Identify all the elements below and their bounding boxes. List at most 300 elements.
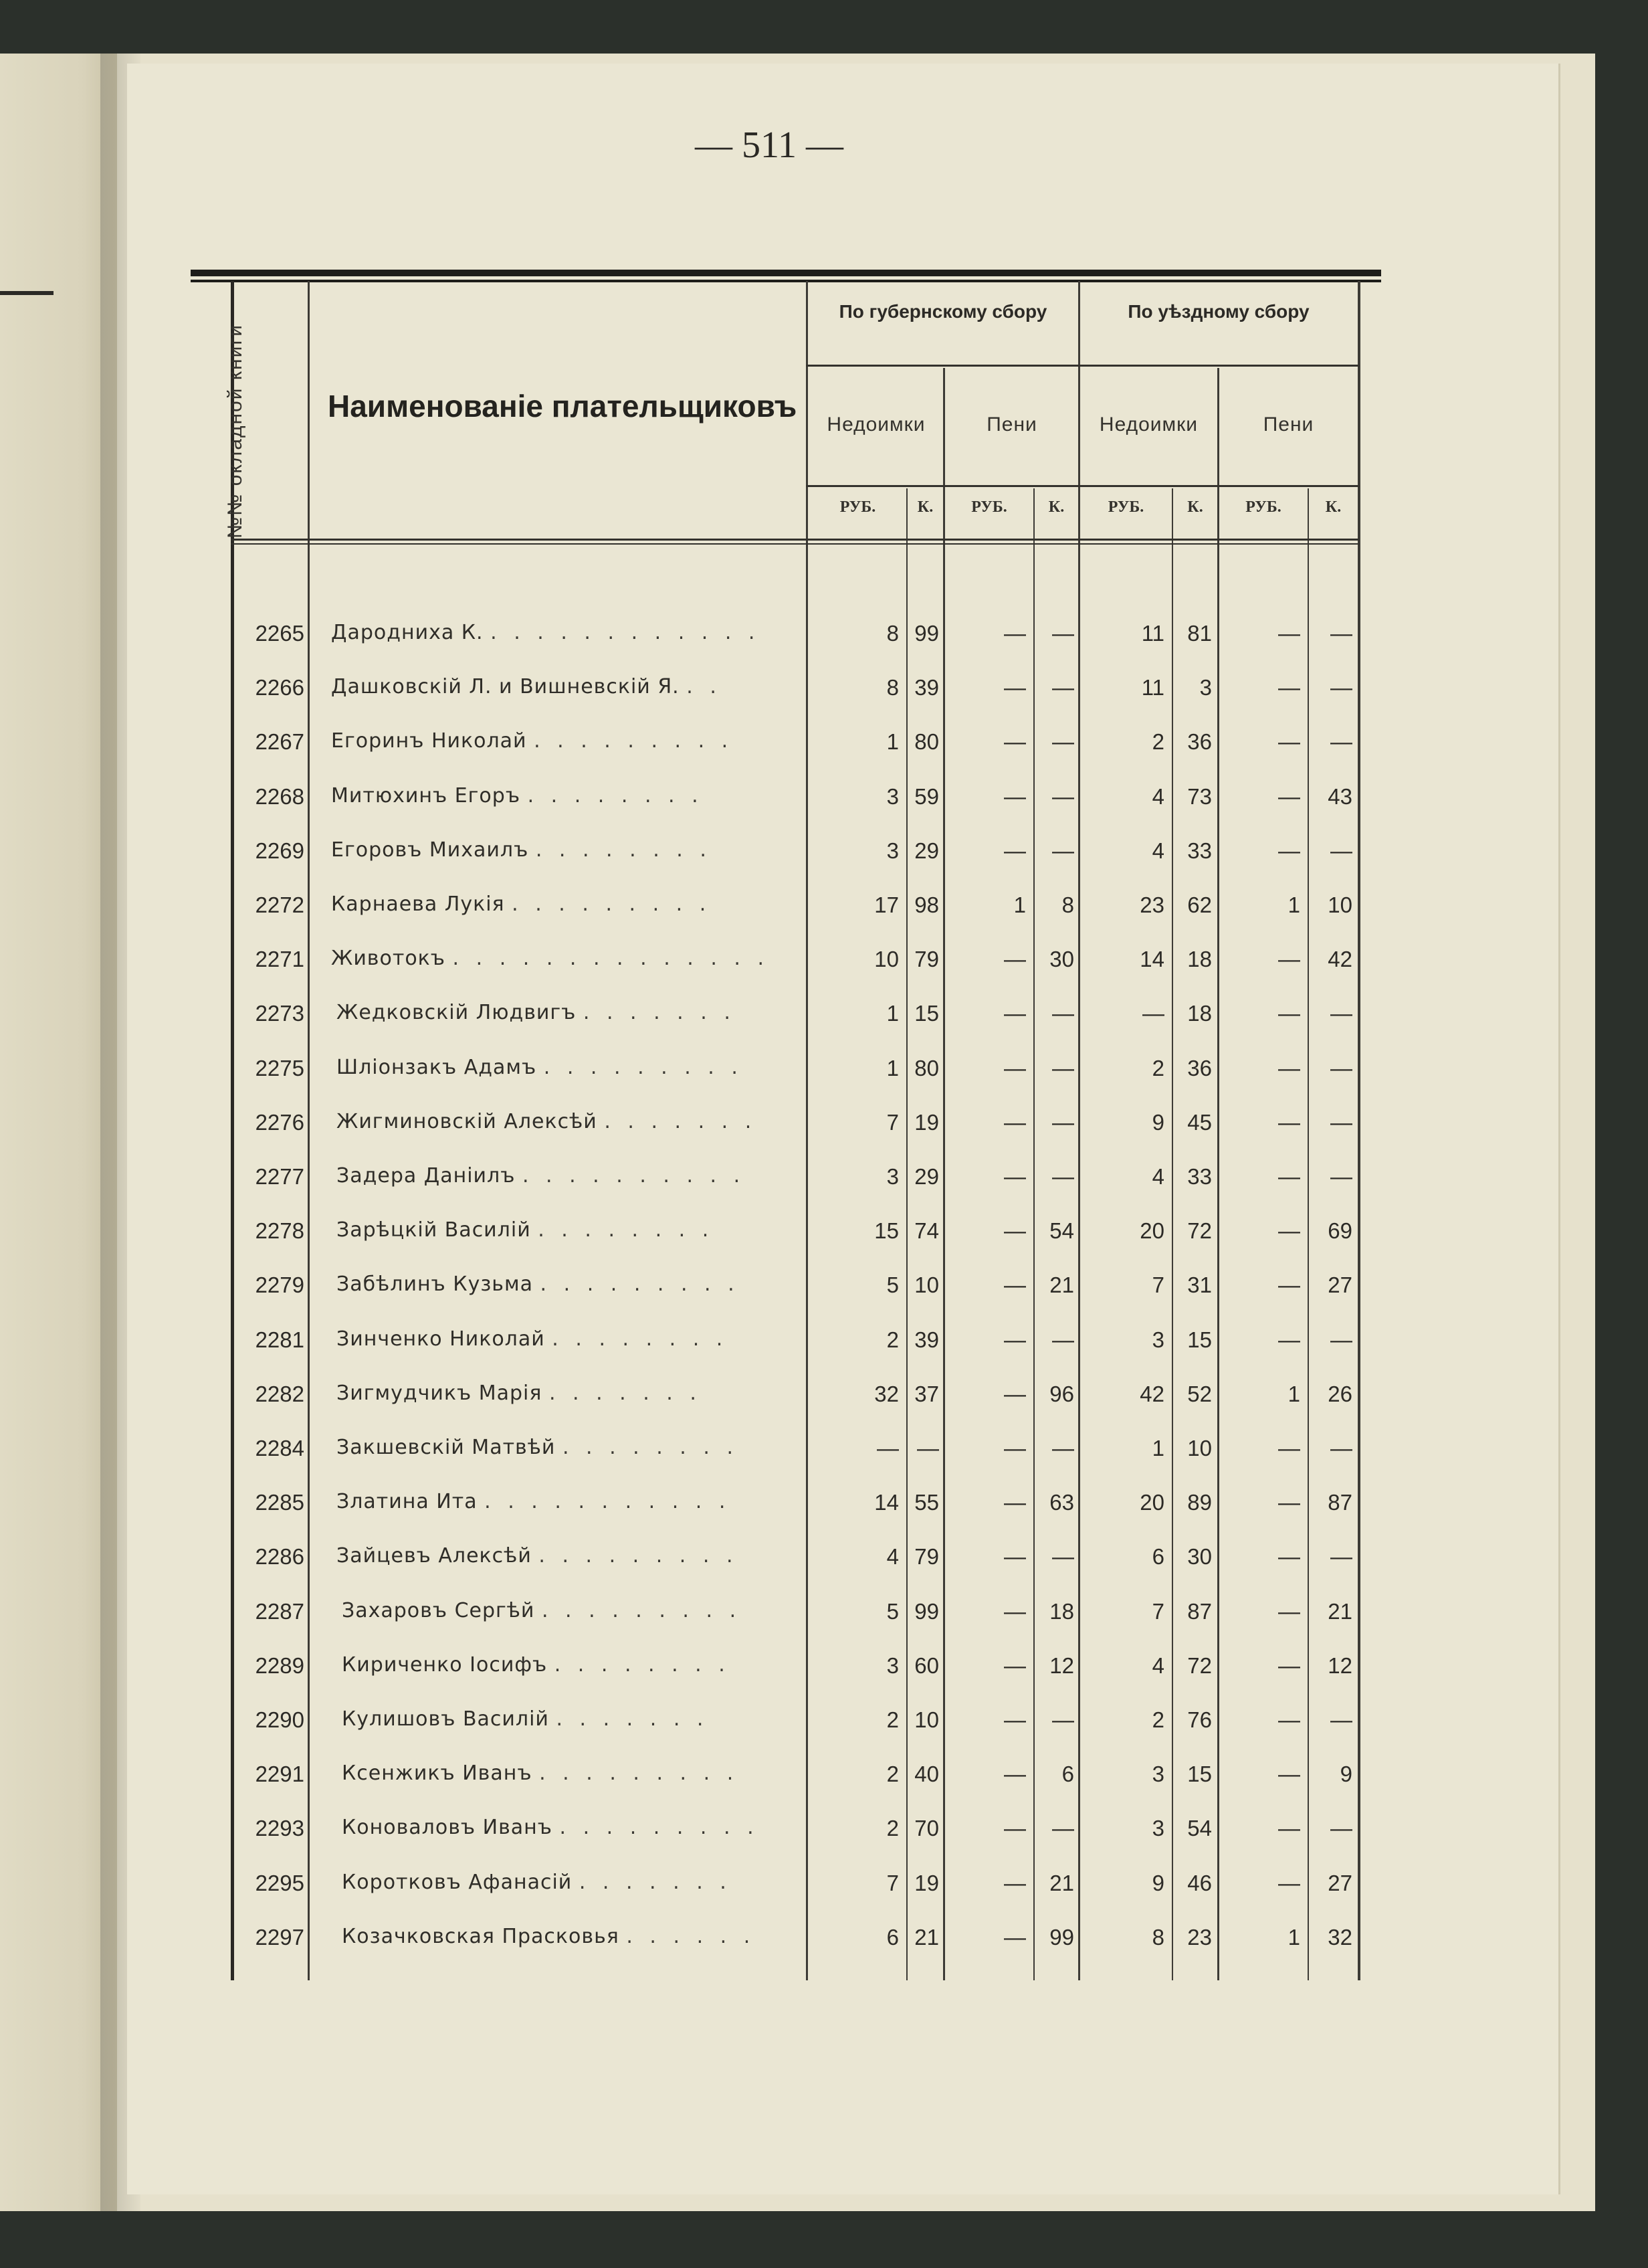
amount-cell: — (1278, 1707, 1300, 1732)
amount-cell: 21 (914, 1924, 939, 1950)
amount-cell: 32 (1328, 1924, 1352, 1950)
payer-name-cell (342, 1925, 810, 1948)
book-number-cell: 2275 (255, 1055, 304, 1080)
table-row (0, 1859, 1431, 1912)
amount-cell: 15 (874, 1218, 899, 1244)
amount-cell: 40 (914, 1762, 939, 1787)
payer-name-cell (342, 1599, 810, 1622)
amount-cell: — (1278, 838, 1300, 863)
amount-cell: 54 (1187, 1816, 1212, 1841)
amount-cell: 52 (1187, 1381, 1212, 1406)
leader-dots: . . . . . . . . (554, 1652, 730, 1677)
amount-cell: 3 (1152, 1816, 1164, 1841)
amount-cell: 2 (886, 1327, 899, 1352)
amount-cell: 60 (914, 1652, 939, 1678)
table-row (0, 1695, 1431, 1749)
amount-cell: — (1278, 1327, 1300, 1352)
amount-cell: — (1278, 1490, 1300, 1515)
amount-cell: 3 (886, 1164, 899, 1189)
amount-cell: 19 (914, 1109, 939, 1135)
book-number-cell: 2281 (255, 1327, 304, 1352)
amount-cell: — (1004, 1816, 1026, 1841)
header-payer-name: Наименованіе плательщиковъ (328, 389, 797, 423)
amount-cell: 96 (1049, 1381, 1074, 1406)
amount-cell: 74 (914, 1218, 939, 1244)
amount-cell: 7 (886, 1109, 899, 1135)
leader-dots: . . . . . . . . . (543, 1055, 743, 1079)
table-row (0, 772, 1431, 826)
amount-cell: 99 (914, 1598, 939, 1624)
table-row (0, 989, 1431, 1042)
amount-cell: — (1052, 1436, 1074, 1460)
header-unit-k-1: К. (917, 498, 934, 516)
amount-cell: 76 (1187, 1707, 1212, 1732)
amount-cell: — (1278, 1436, 1300, 1460)
payer-name-text: Захаровъ Сергѣй (342, 1598, 535, 1622)
amount-cell: — (1004, 1598, 1026, 1624)
book-number-cell: 2276 (255, 1109, 304, 1135)
payer-name-text: Златина Ита (336, 1490, 478, 1514)
header-unit-k-2: К. (1048, 498, 1065, 516)
amount-cell: — (1278, 1109, 1300, 1135)
payer-name-text: Даpодниха К. (331, 621, 484, 644)
amount-cell: — (917, 1436, 939, 1460)
amount-cell: — (1004, 1327, 1026, 1352)
amount-cell: 10 (1187, 1436, 1212, 1460)
amount-cell: 29 (914, 1164, 939, 1189)
table-row (0, 717, 1431, 771)
payer-name-cell (342, 1871, 810, 1894)
amount-cell: 8 (886, 675, 899, 700)
amount-cell: — (1052, 1001, 1074, 1026)
amount-cell: — (1330, 1436, 1352, 1460)
amount-cell: 27 (1328, 1272, 1352, 1298)
book-number-cell: 2287 (255, 1598, 304, 1624)
book-number-cell: 2291 (255, 1762, 304, 1787)
amount-cell: 1 (886, 1001, 899, 1026)
amount-cell: 7 (1152, 1598, 1164, 1624)
table-row (0, 1913, 1431, 1966)
amount-cell: 30 (1049, 947, 1074, 972)
book-number-cell: 2279 (255, 1272, 304, 1298)
leader-dots: . . . . . . . . (527, 783, 704, 808)
amount-cell: — (1004, 1924, 1026, 1950)
leader-dots: . . (686, 675, 722, 699)
header-unit-k-4: К. (1325, 498, 1342, 516)
amount-cell: 87 (1187, 1598, 1212, 1624)
amount-cell: — (1278, 1816, 1300, 1841)
amount-cell: — (1278, 783, 1300, 809)
amount-cell: 59 (914, 783, 939, 809)
amount-cell: — (1004, 1652, 1026, 1678)
amount-cell: 36 (1187, 1055, 1212, 1080)
payer-name-cell (336, 1490, 805, 1513)
payer-name-text: Шліонзакъ Адамъ (336, 1055, 537, 1079)
amount-cell: 2 (1152, 729, 1164, 755)
amount-cell: 21 (1328, 1598, 1352, 1624)
amount-cell: — (1330, 675, 1352, 700)
book-number-cell: 2286 (255, 1544, 304, 1570)
amount-cell: 1 (1288, 1381, 1300, 1406)
amount-cell: — (1004, 1055, 1026, 1080)
amount-cell: 39 (914, 1327, 939, 1352)
amount-cell: 27 (1328, 1870, 1352, 1895)
amount-cell: — (1052, 1544, 1074, 1570)
amount-cell: — (1330, 1544, 1352, 1570)
table-row (0, 1206, 1431, 1260)
book-number-cell: 2290 (255, 1707, 304, 1732)
amount-cell: — (1278, 1055, 1300, 1080)
table-row (0, 1587, 1431, 1640)
header-group-gubernskiy: По губернскому сбору (839, 301, 1047, 322)
amount-cell: — (1330, 1001, 1352, 1026)
amount-cell: 72 (1187, 1652, 1212, 1678)
header-unit-rub-2: РУБ. (971, 498, 1007, 516)
amount-cell: — (1330, 1164, 1352, 1189)
table-row (0, 1260, 1431, 1314)
amount-cell: 1 (886, 729, 899, 755)
book-number-cell: 2278 (255, 1218, 304, 1244)
payer-name-text: Ксенжикъ Иванъ (342, 1762, 532, 1786)
leader-dots: . . . . . . . . . (539, 1762, 739, 1786)
header-unit-rub-4: РУБ. (1245, 498, 1281, 516)
amount-cell: — (1004, 675, 1026, 700)
amount-cell: 33 (1187, 838, 1212, 863)
leader-dots: . . . . . . . . . . . (484, 1490, 731, 1514)
amount-cell: — (1278, 1762, 1300, 1787)
book-number-cell: 2277 (255, 1164, 304, 1189)
amount-cell: — (1052, 675, 1074, 700)
amount-cell: 2 (886, 1816, 899, 1841)
amount-cell: — (1142, 1001, 1164, 1026)
amount-cell: 42 (1140, 1381, 1164, 1406)
amount-cell: 39 (914, 675, 939, 700)
amount-cell: — (1330, 1327, 1352, 1352)
amount-cell: — (1004, 1762, 1026, 1787)
leader-dots: . . . . . . . . . (538, 1544, 738, 1568)
amount-cell: — (1004, 1218, 1026, 1244)
amount-cell: 63 (1049, 1490, 1074, 1515)
payer-name-cell (336, 1327, 805, 1351)
amount-cell: — (1278, 1652, 1300, 1678)
amount-cell: 46 (1187, 1870, 1212, 1895)
amount-cell: — (1278, 729, 1300, 755)
amount-cell: 15 (914, 1001, 939, 1026)
amount-cell: — (1004, 1381, 1026, 1406)
payer-name-cell (331, 675, 799, 698)
payer-name-text: Коноваловъ Иванъ (342, 1816, 552, 1840)
amount-cell: 3 (886, 783, 899, 809)
amount-cell: — (1052, 1109, 1074, 1135)
amount-cell: 37 (914, 1381, 939, 1406)
hdr-line-bottom2 (231, 543, 1359, 545)
leader-dots: . . . . . . . (556, 1707, 709, 1731)
payer-name-text: Зарѣцкій Василій (336, 1218, 531, 1242)
payer-name-text: Задера Даніилъ (336, 1164, 516, 1188)
amount-cell: — (1052, 838, 1074, 863)
book-number-cell: 2273 (255, 1001, 304, 1026)
amount-cell: 81 (1187, 621, 1212, 646)
amount-cell: 43 (1328, 783, 1352, 809)
amount-cell: 9 (1152, 1109, 1164, 1135)
leader-dots: . . . . . . . . (562, 1436, 738, 1459)
amount-cell: — (1004, 1870, 1026, 1895)
amount-cell: 17 (874, 892, 899, 917)
book-number-cell: 2267 (255, 729, 304, 755)
payer-name-text: Егоринъ Николай (331, 729, 527, 753)
amount-cell: 23 (1187, 1924, 1212, 1950)
header-unit-rub-1: РУБ. (839, 498, 876, 516)
amount-cell: 99 (914, 621, 939, 646)
payer-name-cell (331, 784, 799, 808)
header-unit-rub-3: РУБ. (1108, 498, 1144, 516)
amount-cell: 8 (886, 621, 899, 646)
payer-name-text: Зайцевъ Алексѣй (336, 1544, 532, 1568)
amount-cell: 18 (1049, 1598, 1074, 1624)
payer-name-cell (336, 1544, 805, 1568)
payer-name-cell (342, 1653, 810, 1677)
payer-name-cell (331, 729, 799, 753)
leader-dots: . . . . . . . . . (559, 1816, 759, 1840)
table-top-rule (191, 270, 1381, 276)
payer-name-text: Кириченко Іосифъ (342, 1652, 548, 1677)
amount-cell: — (1278, 1544, 1300, 1570)
payer-name-cell (336, 1110, 805, 1133)
amount-cell: — (1330, 729, 1352, 755)
amount-cell: 79 (914, 1544, 939, 1570)
amount-cell: 14 (874, 1490, 899, 1515)
amount-cell: 7 (1152, 1272, 1164, 1298)
amount-cell: 1 (886, 1055, 899, 1080)
table-row (0, 1315, 1431, 1369)
amount-cell: — (1004, 947, 1026, 972)
payer-name-text: Егоровъ Михаилъ (331, 838, 529, 862)
amount-cell: — (1278, 1164, 1300, 1189)
amount-cell: 72 (1187, 1218, 1212, 1244)
amount-cell: — (1278, 1218, 1300, 1244)
amount-cell: — (1004, 838, 1026, 863)
amount-cell: — (1052, 1816, 1074, 1841)
amount-cell: — (1052, 1164, 1074, 1189)
amount-cell: 10 (874, 947, 899, 972)
amount-cell: 89 (1187, 1490, 1212, 1515)
amount-cell: 2 (886, 1707, 899, 1732)
table-row (0, 935, 1431, 988)
hdr-line-units (806, 485, 1359, 487)
book-number-cell: 2282 (255, 1381, 304, 1406)
amount-cell: 18 (1187, 1001, 1212, 1026)
amount-cell: 62 (1187, 892, 1212, 917)
amount-cell: — (1278, 1272, 1300, 1298)
leader-dots: . . . . . . (626, 1924, 756, 1948)
amount-cell: 2 (886, 1762, 899, 1787)
amount-cell: 99 (1049, 1924, 1074, 1950)
amount-cell: — (1278, 675, 1300, 700)
amount-cell: — (1052, 783, 1074, 809)
amount-cell: 32 (874, 1381, 899, 1406)
amount-cell: 31 (1187, 1272, 1212, 1298)
amount-cell: — (877, 1436, 899, 1460)
hdr-line-groups (806, 365, 1359, 367)
amount-cell: 20 (1140, 1490, 1164, 1515)
amount-cell: — (1052, 1055, 1074, 1080)
amount-cell: — (1330, 1109, 1352, 1135)
amount-cell: 33 (1187, 1164, 1212, 1189)
amount-cell: 4 (1152, 783, 1164, 809)
amount-cell: 2 (1152, 1055, 1164, 1080)
book-number-cell: 2265 (255, 621, 304, 646)
amount-cell: 4 (1152, 838, 1164, 863)
leader-dots: . . . . . . . . (535, 838, 712, 862)
amount-cell: 12 (1049, 1652, 1074, 1678)
payer-name-cell (331, 838, 799, 862)
amount-cell: 73 (1187, 783, 1212, 809)
leader-dots: . . . . . . . . (552, 1327, 728, 1351)
amount-cell: 4 (1152, 1164, 1164, 1189)
amount-cell: 3 (886, 1652, 899, 1678)
payer-name-text: Животокъ (331, 947, 445, 971)
amount-cell: 10 (914, 1272, 939, 1298)
amount-cell: 18 (1187, 947, 1212, 972)
leader-dots: . . . . . . . (548, 1381, 702, 1405)
table-row (0, 1369, 1431, 1423)
amount-cell: — (1330, 1707, 1352, 1732)
amount-cell: 7 (886, 1870, 899, 1895)
amount-cell: — (1004, 729, 1026, 755)
amount-cell: 10 (1328, 892, 1352, 917)
payer-name-text: Жедковскій Людвигъ (336, 1001, 577, 1025)
amount-cell: 6 (886, 1924, 899, 1950)
amount-cell: — (1052, 621, 1074, 646)
leader-dots: . . . . . . . (579, 1870, 732, 1894)
payer-name-cell (331, 947, 799, 970)
payer-name-text: Кулишовъ Василій (342, 1707, 549, 1731)
amount-cell: 69 (1328, 1218, 1352, 1244)
table-row (0, 826, 1431, 880)
leader-dots: . . . . . . . . . . (522, 1164, 746, 1188)
amount-cell: — (1004, 1544, 1026, 1570)
amount-cell: 3 (1199, 675, 1212, 700)
payer-name-cell (336, 1164, 805, 1188)
leader-dots: . . . . . . . . . (534, 729, 734, 753)
payer-name-text: Коротковъ Афанасій (342, 1870, 573, 1894)
amount-cell: — (1004, 1490, 1026, 1515)
amount-cell: 55 (914, 1490, 939, 1515)
amount-cell: 4 (886, 1544, 899, 1570)
leader-dots: . . . . . . . . . . . . (490, 621, 760, 644)
amount-cell: 9 (1152, 1870, 1164, 1895)
payer-name-cell (331, 621, 799, 644)
payer-name-text: Дашковскій Л. и Вишневскій Я. (331, 675, 680, 699)
leader-dots: . . . . . . . . (538, 1218, 714, 1242)
leader-dots: . . . . . . . . . (541, 1598, 742, 1622)
amount-cell: 26 (1328, 1381, 1352, 1406)
payer-name-cell (336, 1436, 805, 1459)
amount-cell: — (1330, 621, 1352, 646)
leader-dots: . . . . . . . . . (512, 892, 712, 916)
amount-cell: 23 (1140, 892, 1164, 917)
amount-cell: 11 (1141, 675, 1164, 700)
amount-cell: 2 (1152, 1707, 1164, 1732)
leader-dots: . . . . . . . . . . . . . . (452, 947, 770, 971)
table-row (0, 1478, 1431, 1531)
amount-cell: — (1278, 947, 1300, 972)
amount-cell: 3 (886, 838, 899, 863)
table-row (0, 1098, 1431, 1151)
payer-name-cell (342, 1816, 810, 1839)
header-sub-peni-2: Пени (1263, 413, 1314, 436)
payer-name-cell (336, 1001, 805, 1024)
table-row (0, 1750, 1431, 1803)
payer-name-text: Жигминовскій Алексѣй (336, 1109, 597, 1133)
header-group-uezdny: По уѣздному сбору (1128, 301, 1310, 322)
amount-cell: 3 (1152, 1762, 1164, 1787)
amount-cell: — (1004, 1164, 1026, 1189)
amount-cell: 80 (914, 1055, 939, 1080)
table-row (0, 880, 1431, 934)
amount-cell: 3 (1152, 1327, 1164, 1352)
book-number-cell: 2293 (255, 1816, 304, 1841)
amount-cell: 79 (914, 947, 939, 972)
amount-cell: 15 (1187, 1762, 1212, 1787)
book-number-cell: 2266 (255, 675, 304, 700)
amount-cell: 54 (1049, 1218, 1074, 1244)
table-row (0, 609, 1431, 662)
amount-cell: — (1278, 621, 1300, 646)
amount-cell: — (1052, 1327, 1074, 1352)
amount-cell: — (1330, 838, 1352, 863)
table-row (0, 1641, 1431, 1695)
amount-cell: 6 (1152, 1544, 1164, 1570)
amount-cell: 30 (1187, 1544, 1212, 1570)
amount-cell: 8 (1152, 1924, 1164, 1950)
leader-dots: . . . . . . . (604, 1109, 757, 1133)
amount-cell: 70 (914, 1816, 939, 1841)
payer-name-cell (336, 1218, 805, 1242)
amount-cell: 14 (1140, 947, 1164, 972)
page-number: — 511 — (695, 124, 843, 166)
amount-cell: — (1330, 1816, 1352, 1841)
amount-cell: — (1278, 1598, 1300, 1624)
amount-cell: 5 (886, 1272, 899, 1298)
amount-cell: — (1004, 1272, 1026, 1298)
table-row (0, 1532, 1431, 1586)
table-row (0, 1044, 1431, 1097)
leader-dots: . . . . . . . (583, 1001, 736, 1025)
amount-cell: — (1004, 1707, 1026, 1732)
amount-cell: — (1278, 1001, 1300, 1026)
amount-cell: 42 (1328, 947, 1352, 972)
header-sub-nedoimki-2: Недоимки (1099, 413, 1199, 436)
payer-name-text: Карнаева Лукія (331, 892, 505, 916)
payer-name-text: Зинченко Николай (336, 1327, 545, 1351)
payer-name-cell (336, 1382, 805, 1405)
leader-dots: . . . . . . . . . (540, 1272, 740, 1297)
header-sub-peni-1: Пени (987, 413, 1037, 436)
amount-cell: 1 (1013, 892, 1026, 917)
table-row (0, 663, 1431, 717)
amount-cell: — (1004, 1109, 1026, 1135)
header-sub-nedoimki-1: Недоимки (827, 413, 926, 436)
book-number-cell: 2284 (255, 1436, 304, 1460)
amount-cell: — (1330, 1055, 1352, 1080)
amount-cell: 21 (1049, 1272, 1074, 1298)
amount-cell: 9 (1340, 1762, 1352, 1787)
amount-cell: 1 (1152, 1436, 1164, 1460)
book-number-cell: 2285 (255, 1490, 304, 1515)
amount-cell: — (1004, 1001, 1026, 1026)
payer-name-text: Козачковская Прасковья (342, 1924, 619, 1948)
